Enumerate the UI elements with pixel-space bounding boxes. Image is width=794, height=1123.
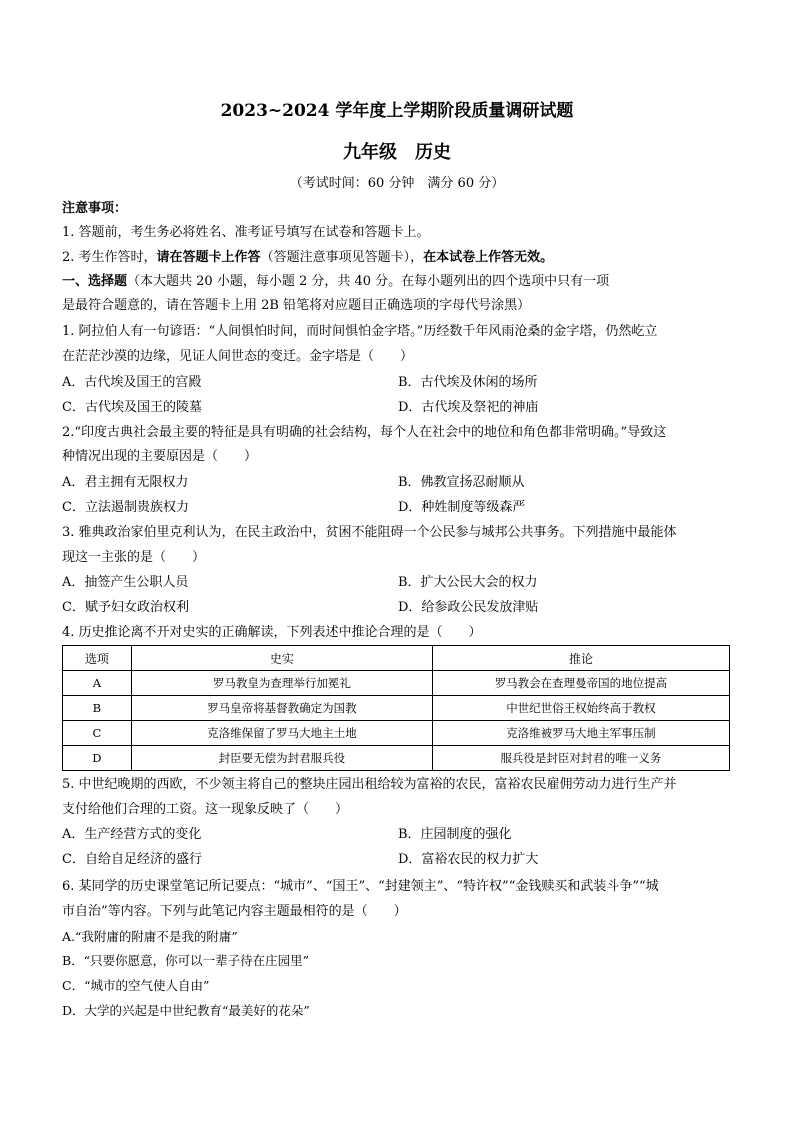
q6-option-b: B．“只要你愿意，你可以一辈子待在庄园里”: [62, 953, 309, 968]
q3-option-a: A．抽签产生公职人员: [62, 575, 189, 590]
notes-heading: 注意事项：: [62, 201, 128, 216]
q2-line2: 种情况出现的主要原因是（ ）: [62, 449, 258, 464]
q6-option-a: A.“我附庸的附庸不是我的附庸”: [62, 929, 238, 944]
note-2: [62, 249, 738, 266]
table-cell: B: [63, 696, 132, 721]
q4-line1: 4. 历史推论离不开对史实的正确解读，下列表述中推论合理的是（ ）: [62, 625, 482, 640]
table-cell: 克洛维保留了罗马大地主土地: [131, 721, 432, 746]
table-header-cell: 推论: [432, 646, 729, 671]
table-row: [63, 721, 730, 746]
q1-line1: 1. 阿拉伯人有一句谚语：“人间惧怕时间，而时间惧怕金字塔。”历经数千年风雨沧桑的金字塔，仍然屹立: [62, 324, 658, 339]
q2-option-c: C．立法遏制贵族权力: [62, 500, 189, 515]
q6-option-c: C．“城市的空气使人自由”: [62, 978, 210, 993]
note-2-c: （答题注意事项见答题卡），: [260, 250, 424, 265]
q1-option-d: D．古代埃及祭祀的神庙: [398, 400, 539, 415]
q5-line2: 支付给他们合理的工资。这一现象反映了（ ）: [62, 802, 349, 817]
section1-line1: [62, 273, 738, 290]
table-row: [63, 696, 730, 721]
q3-line2: 现这一主张的是（ ）: [62, 550, 206, 565]
section1-desc1: （本大题共 20 小题，每小题 2 分，共 40 分。在每小题列出的四个选项中只有一项: [127, 274, 610, 289]
q5-option-d: D．富裕农民的权力扩大: [398, 852, 539, 867]
q3-option-b: B．扩大公民大会的权力: [398, 575, 538, 590]
q6-option-d: D．大学的兴起是中世纪教育“最美好的花朵”: [62, 1003, 310, 1018]
q2-option-d: D．种姓制度等级森严: [398, 500, 526, 515]
table-header-cell: 选项: [63, 646, 132, 671]
table-header-row: [63, 646, 730, 671]
table-cell: 罗马教皇为查理举行加冕礼: [131, 671, 432, 696]
q5-line1: 5. 中世纪晚期的西欧，不少领主将自己的整块庄园出租给较为富裕的农民，富裕农民雇佣劳动力进行生产并: [62, 777, 677, 792]
q3-option-c: C．赋予妇女政治权利: [62, 600, 189, 615]
table-cell: 罗马教会在查理曼帝国的地位提高: [432, 671, 729, 696]
table-cell: 封臣要无偿为封君服兵役: [131, 746, 432, 771]
section1-desc2: 是最符合题意的，请在答题卡上用 2B 铅笔将对应题目正确选项的字母代号涂黑）: [62, 298, 531, 313]
table-cell: 罗马皇帝将基督教确定为国教: [131, 696, 432, 721]
table-cell: 服兵役是封臣对封君的唯一义务: [432, 746, 729, 771]
table-header-cell: 史实: [131, 646, 432, 671]
q1-option-b: B．古代埃及休闲的场所: [398, 375, 538, 390]
table-row: [63, 746, 730, 771]
q5-option-b: B．庄园制度的强化: [398, 827, 512, 842]
q2-option-a: A．君主拥有无限权力: [62, 475, 189, 490]
q1-option-a: A．古代埃及国王的宫殿: [62, 375, 202, 390]
exam-info: （考试时间：60 分钟 满分 60 分）: [289, 176, 505, 191]
q1-line2: 在茫茫沙漠的边缘，见证人间世态的变迁。金字塔是（ ）: [62, 349, 414, 364]
table-cell: A: [63, 671, 132, 696]
note-2-d: 在本试卷上作答无效。: [423, 250, 554, 265]
table-cell: 中世纪世俗王权始终高于教权: [432, 696, 729, 721]
q6-line2: 市自治”等内容。下列与此笔记内容主题最相符的是（ ）: [62, 904, 407, 919]
note-2-a: 2. 考生作答时，: [62, 250, 157, 265]
table-cell: 克洛维被罗马大地主军事压制: [432, 721, 729, 746]
table-row: [63, 671, 730, 696]
q5-option-a: A．生产经营方式的变化: [62, 827, 202, 842]
section1-heading: 一、选择题: [62, 274, 128, 289]
q5-option-c: C．自给自足经济的盛行: [62, 852, 202, 867]
q6-line1: 6. 某同学的历史课堂笔记所记要点：“城市”、“国王”、“封建领主”、“特许权”“金钱赎买和武装斗争”“城: [62, 879, 659, 894]
table-cell: C: [63, 721, 132, 746]
q4-table: [62, 645, 730, 771]
note-1: 1. 答题前，考生务必将姓名、准考证号填写在试卷和答题卡上。: [62, 225, 430, 240]
table-cell: D: [63, 746, 132, 771]
q2-option-b: B．佛教宣扬忍耐顺从: [398, 475, 525, 490]
q1-option-c: C．古代埃及国王的陵墓: [62, 400, 202, 415]
note-2-b: 请在答题卡上作答: [156, 250, 261, 265]
exam-subject: 九年级 历史: [343, 142, 451, 163]
q3-option-d: D．给参政公民发放津贴: [398, 600, 539, 615]
q3-line1: 3. 雅典政治家伯里克利认为，在民主政治中，贫困不能阻碍一个公民参与城邦公共事务。下列措施中最能体: [62, 525, 677, 540]
q2-line1: 2.“印度古典社会最主要的特征是具有明确的社会结构，每个人在社会中的地位和角色都非常明确。”导致这: [62, 425, 667, 440]
exam-title: 2023~2024 学年度上学期阶段质量调研试题: [220, 101, 574, 121]
